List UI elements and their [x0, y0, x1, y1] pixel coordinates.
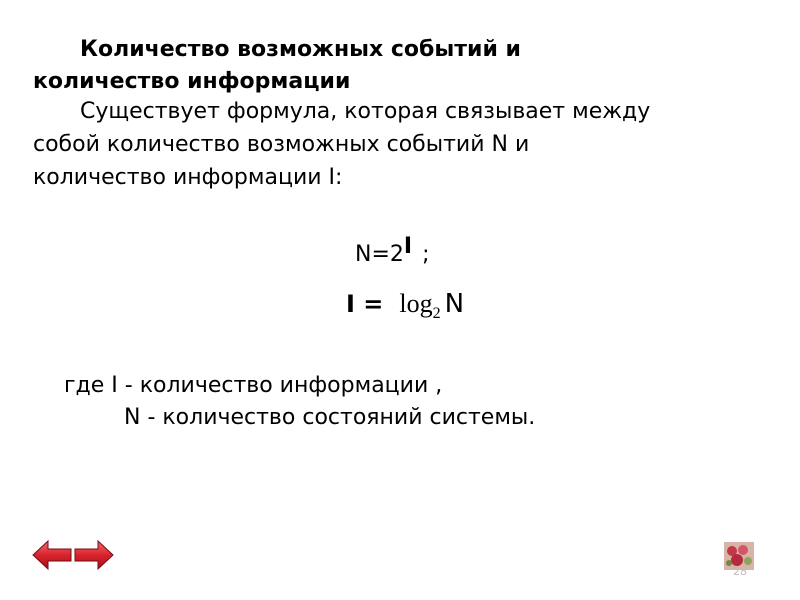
- formula2-rhs: N: [444, 289, 465, 319]
- navigation-buttons: [31, 538, 115, 572]
- formula2-lhs: I =: [346, 290, 384, 318]
- intro-line-1: Существует формула, которая связывает между: [80, 99, 651, 124]
- title-line-2: количество информации: [33, 69, 351, 94]
- formula1-exponent: I: [403, 234, 413, 259]
- arrow-right-icon[interactable]: [75, 541, 113, 569]
- formula1-base: N=2: [355, 242, 404, 267]
- log-image: [399, 288, 440, 324]
- definition-line-1: где I - количество информации ,: [64, 373, 443, 398]
- title-line-1: Количество возможных событий и: [80, 37, 521, 62]
- arrow-left-icon[interactable]: [33, 541, 71, 569]
- intro-line-2: собой количество возможных событий N и: [33, 132, 530, 157]
- intro-paragraph: [33, 95, 783, 194]
- definition-line-2: N - количество состояний системы.: [124, 405, 536, 430]
- log-text: log: [399, 289, 433, 318]
- slide-title: [33, 34, 773, 98]
- intro-line-3: количество информации I:: [33, 165, 343, 190]
- formula-logarithm: [346, 288, 464, 324]
- log-base: 2: [432, 305, 441, 322]
- definitions: [64, 370, 764, 434]
- formula-exponential: [355, 234, 430, 270]
- page-number: 28: [733, 565, 747, 578]
- formula1-separator: ;: [422, 242, 430, 267]
